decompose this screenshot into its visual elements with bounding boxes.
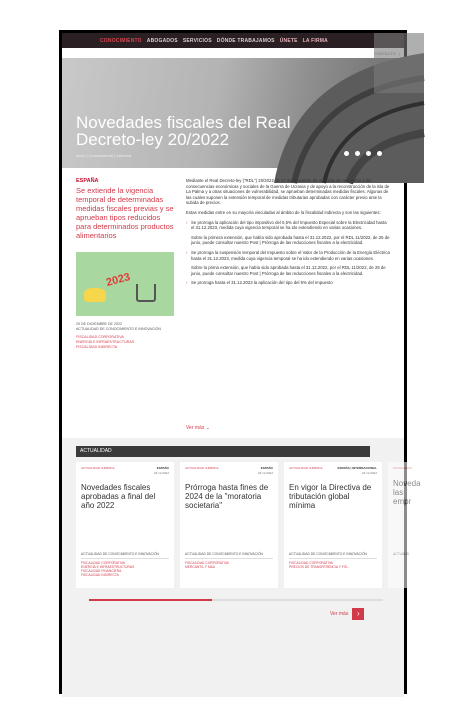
shopping-cart-icon — [136, 284, 156, 302]
image-year-text: 2023 — [104, 271, 132, 289]
card-region: ESPAÑA — [156, 466, 169, 470]
card-area: ACTUALIDAD DE CONOCIMIENTO E INNOVACIÓN — [185, 552, 263, 556]
tag-link[interactable]: FISCALIDAD INDIRECTA — [81, 573, 119, 577]
browser-window — [59, 30, 421, 694]
article-subtitle: Se extiende la vigencia temporal de determinadas medidas fiscales previas y se aprueban tipos reducidos para determinados productos alimentarios — [76, 186, 174, 240]
tag-link[interactable]: FISCALIDAD CORPORATIVA — [81, 561, 125, 565]
card-title: Noveda las empr — [393, 478, 421, 506]
card-type: ACTUALIDAD JURÍDICA — [289, 466, 323, 470]
news-section — [62, 438, 421, 697]
card-area: ACTUALIDAD DE CONOCIMIENTO E INNOVACIÓN — [289, 552, 367, 556]
card-title: Prórroga hasta fines de 2024 de la "moratoria societaria" — [185, 482, 269, 510]
tag-link[interactable]: FISCALIDAD FINANCIERA — [81, 569, 122, 573]
card-region: ESPAÑA — [260, 466, 273, 470]
nav-abogados[interactable]: ABOGADOS — [146, 37, 178, 44]
card-tags — [185, 561, 229, 569]
article-body — [186, 178, 390, 438]
intro-paragraph: Mediante el Real Decreto-ley ("RDL") 20/2022 de 27 de diciembre de medidas de respuesta a las consecuencias económicas y sociales de la Guerra de Ucrania y de apoyo a la reconstrucción de la isla de La Palma y a otras situaciones de vulnerabilidad, se aprueban determinadas medidas fiscales. Algunas de las cuales suponen la extensión temporal de medidas tributarias aprobadas con carácter previo ante la subida de precios. — [186, 178, 390, 206]
country-label: ESPAÑA — [76, 178, 99, 184]
article-section — [62, 168, 404, 438]
list-item: › Se prorroga hasta el 31.12.2023 la aplicación del tipo del 5% del Impuesto — [186, 280, 390, 286]
news-card[interactable] — [284, 462, 382, 588]
article-area: ACTUALIDAD DE CONOCIMIENTO E INNOVACIÓN — [76, 327, 161, 331]
email-icon[interactable] — [377, 151, 382, 156]
nav-servicios[interactable]: SERVICIOS — [182, 37, 212, 44]
tag-link[interactable]: PRECIOS DE TRANSFERENCIA Y FIS... — [289, 565, 350, 569]
tag-link[interactable]: MERCANTIL Y M&A — [185, 565, 215, 569]
divider — [289, 558, 377, 559]
breadcrumb[interactable]: Inicio | Conocimiento | Articulos — [76, 153, 132, 158]
card-type: ACTUALIDAD JURÍDICA — [81, 466, 115, 470]
list-item: › Se prorroga la suspensión temporal del Impuesto sobre el Valor de la Producción de la Energía Eléctrica hasta el 31.12.2023, medida cuya vigencia temporal se ha ido extendiendo en varias ocasiones. — [186, 250, 390, 261]
carousel-progress-bar[interactable] — [89, 599, 383, 601]
see-more-button[interactable] — [330, 608, 364, 620]
card-region: ESPAÑA | INTERNACIONAL — [337, 466, 377, 470]
arrow-right-icon: › — [352, 608, 364, 620]
share-icons — [344, 151, 382, 156]
nav-donde-trabajamos[interactable]: DÓNDE TRABAJAMOS — [216, 37, 275, 44]
article-image — [76, 252, 174, 316]
progress-fill — [89, 599, 212, 601]
card-tags — [81, 561, 134, 577]
chevron-down-icon: ⌄ — [205, 425, 210, 432]
list-item: › Se prorroga la aplicación del tipo impositivo del 0,5% del Impuesto Especial sobre la Electricidad hasta el 31.12.2023, medida cuya vigencia temporal se ha ido extendiendo en varias ocasiones. — [186, 220, 390, 231]
tag-link[interactable]: FISCALIDAD CORPORATIVA — [76, 335, 124, 339]
list-item-note: Sobre la primera extensión, que había sido aprobada hasta el 31.12.2022, por el RDL 11/2022, de 25 de junio, puede consultar nuestro Post | Prórroga de las reducciones fiscales a la electricidad. — [191, 234, 390, 246]
card-title: En vigor la Directiva de tributación global mínima — [289, 482, 372, 510]
measures-list — [186, 220, 390, 286]
card-date: 26.12.2022 — [257, 470, 273, 475]
news-carousel[interactable] — [76, 462, 428, 588]
card-date: 22.12.2022 — [361, 470, 377, 475]
tag-link[interactable]: ENERGÍA E INFRAESTRUCTURAS — [81, 565, 135, 569]
divider — [185, 558, 273, 559]
news-card[interactable] — [180, 462, 278, 588]
article-meta — [76, 322, 174, 350]
nav-la-firma[interactable]: LA FIRMA — [302, 37, 328, 44]
card-type: ACTUALIDAD — [393, 466, 413, 470]
read-more-link[interactable]: Ver más ⌄ — [186, 425, 210, 432]
article-date: 29 DE DICIEMBRE DE 2022 — [76, 322, 122, 326]
shopping-bag-icon — [84, 288, 106, 302]
tag-link[interactable]: ENERGÍA E INFRAESTRUCTURAS — [76, 340, 135, 344]
section-heading: ACTUALIDAD — [76, 446, 370, 457]
list-item-note: Sobre la prima extensión, que había sido aprobada hasta el 31.12.2022, por el RDL 11/2022, de 25 de junio, puede consultar nuestro Post | Prórroga de las reducciones fiscales a la electricidad. — [191, 265, 386, 276]
card-area: ACTUALIDAD DE CONOCIMIENTO E INNOVACIÓN — [81, 552, 159, 556]
facebook-icon[interactable] — [344, 151, 349, 156]
card-type: ACTUALIDAD JURÍDICA — [185, 466, 219, 470]
nav-conocimiento[interactable]: CONOCIMIENTO — [100, 37, 142, 44]
card-area: ACTUALID — [393, 552, 410, 556]
news-card[interactable] — [388, 462, 428, 588]
linkedin-icon[interactable] — [366, 151, 371, 156]
hero-banner — [62, 58, 404, 168]
see-more-label: Ver más — [330, 611, 349, 617]
tag-link[interactable]: FISCALIDAD CORPORATIVA — [185, 561, 229, 565]
paragraph: Estas medidas entre en su mayoría vinculadas al ámbito de la fiscalidad indirecta y son las siguientes: — [186, 209, 381, 215]
tag-link[interactable]: FISCALIDAD INDIRECTA — [76, 345, 118, 349]
news-card[interactable] — [76, 462, 174, 588]
twitter-icon[interactable] — [355, 151, 360, 156]
article-sidebar — [76, 178, 174, 438]
text-fade — [186, 402, 390, 420]
card-date: 26.12.2022 — [153, 470, 169, 475]
nav-unete[interactable]: ÚNETE — [279, 37, 298, 44]
tag-link[interactable]: FISCALIDAD CORPORATIVA — [289, 561, 333, 565]
card-title: Novedades fiscales aprobadas a final del año 2022 — [81, 482, 156, 510]
divider — [81, 558, 169, 559]
architecture-image — [254, 33, 424, 183]
page-title: Novedades fiscales del Real Decreto-ley 20/2022 — [76, 113, 291, 149]
card-tags — [289, 561, 350, 569]
